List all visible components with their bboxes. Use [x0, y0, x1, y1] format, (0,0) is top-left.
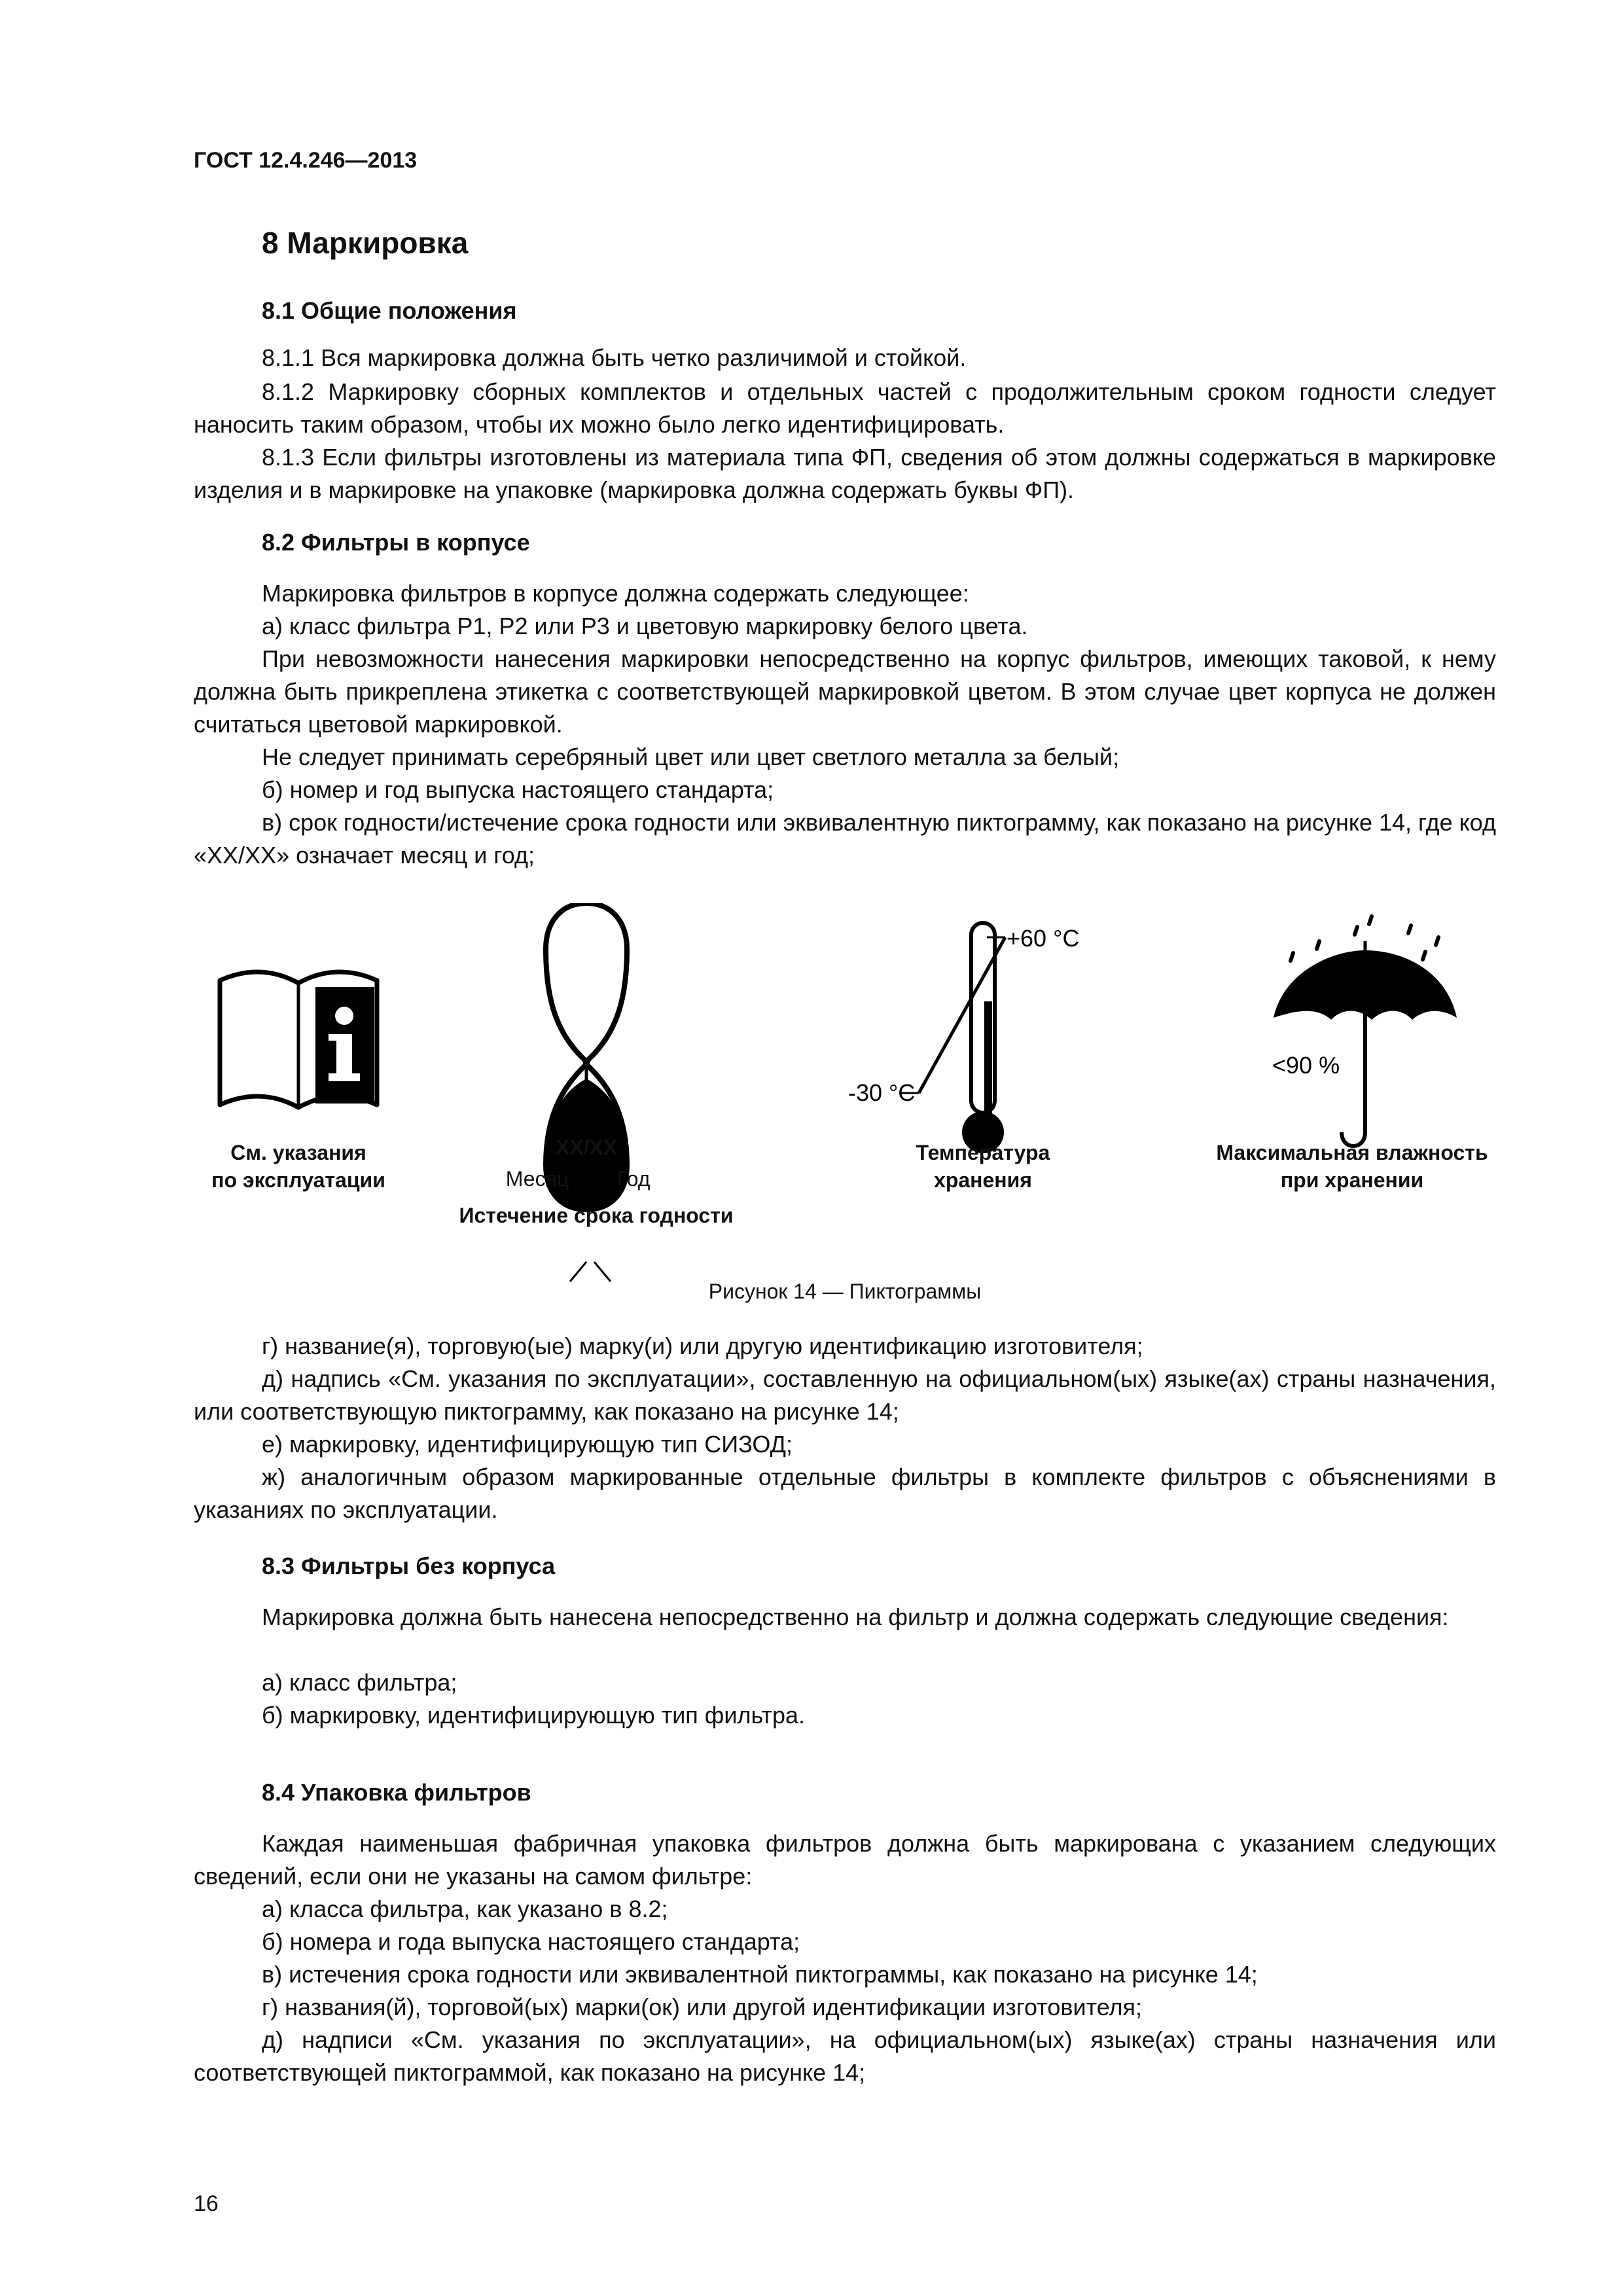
list-item: а) класса фильтра, как указано в 8.2; — [262, 1895, 668, 1922]
paragraph: Маркировка должна быть нанесена непосредственно на фильтр и должна содержать следующие сведения: — [262, 1604, 1449, 1630]
list-item: д) надписи «См. указания по эксплуатации», на официальном(ых) языке(ах) страны назначения или соответствующей пиктограммой, как показано на рисунке 14; — [194, 2026, 1496, 2086]
paragraph: 8.1.3 Если фильтры изготовлены из материала типа ФП, сведения об этом должны содержаться в маркировке изделия и в маркировке на упаковке (маркировка должна содержать буквы ФП). — [194, 444, 1496, 503]
humidity-label — [1202, 1139, 1503, 1194]
document-header: ГОСТ 12.4.246—2013 — [194, 148, 418, 173]
temperature-min-label: -30 °C — [848, 1079, 916, 1106]
hourglass-label: Истечение срока годности — [459, 1204, 734, 1227]
list-item: в) истечения срока годности или эквивалентной пиктограммы, как показано на рисунке 14; — [262, 1961, 1258, 1988]
list-item: б) номера и года выпуска настоящего стандарта; — [262, 1928, 800, 1955]
instructions-label — [194, 1139, 403, 1194]
list-item: ж) аналогичным образом маркированные отдельные фильтры в комплекте фильтров с объяснениями в указаниях по эксплуатации. — [194, 1463, 1496, 1523]
figure-caption: Рисунок 14 — Пиктограммы — [708, 1280, 982, 1303]
list-item: в) срок годности/истечение срока годности или эквивалентную пиктограмму, как показано на рисунке 14, где код «ХХ/ХХ» означает месяц и год; — [194, 809, 1496, 869]
book-info-icon — [220, 972, 377, 1107]
paragraph: 8.1.2 Маркировку сборных комплектов и отдельных частей с продолжительным сроком годности следует наносить таким образом, чтобы их можно было легко идентифицировать. — [194, 378, 1496, 438]
list-item: г) названия(й), торговой(ых) марки(ок) или другой идентификации изготовителя; — [262, 1994, 1143, 2020]
umbrella-icon — [1274, 916, 1457, 1146]
subsection-title: 8.3 Фильтры без корпуса — [262, 1552, 556, 1579]
instructions-label-line: по эксплуатации — [211, 1168, 385, 1192]
subsection-title: 8.4 Упаковка фильтров — [262, 1779, 531, 1806]
hourglass-year: Год — [616, 1167, 651, 1191]
page-number: 16 — [194, 2191, 219, 2216]
thermometer-icon — [899, 923, 1005, 1153]
humidity-label-line: Максимальная влажность — [1216, 1141, 1488, 1164]
thermometer-label — [885, 1139, 1081, 1194]
temperature-max-label: +60 °C — [1007, 925, 1080, 952]
humidity-value-label: <90 % — [1272, 1052, 1340, 1079]
thermometer-label-line: хранения — [934, 1168, 1032, 1192]
paragraph: 8.1.1 Вся маркировка должна быть четко различимой и стойкой. — [262, 344, 967, 371]
list-item: г) название(я), торговую(ые) марку(и) или другую идентификацию изготовителя; — [262, 1333, 1143, 1359]
instructions-label-line: См. указания — [230, 1141, 366, 1164]
list-item: а) класс фильтра; — [262, 1669, 457, 1696]
subsection-title: 8.1 Общие положения — [262, 297, 517, 324]
list-item: д) надпись «См. указания по эксплуатации», составленную на официальном(ых) языке(ах) страны назначения, или соответствующую пиктограмму, как показано на рисунке 14; — [194, 1365, 1496, 1425]
paragraph: Маркировка фильтров в корпусе должна содержать следующее: — [262, 580, 969, 607]
list-item: б) номер и год выпуска настоящего стандарта; — [262, 776, 774, 803]
pictograms-graphic — [194, 903, 1496, 1322]
list-item: б) маркировку, идентифицирующую тип фильтра. — [262, 1702, 806, 1729]
paragraph: При невозможности нанесения маркировки непосредственно на корпус фильтров, имеющих таковой, к нему должна быть прикреплена этикетка с соответствующей маркировкой цветом. В этом случае цвет корпуса не должен считаться цветовой маркировкой. — [194, 645, 1496, 738]
pictograms-figure — [194, 903, 1496, 1322]
list-item: е) маркировку, идентифицирующую тип СИЗОД; — [262, 1431, 793, 1458]
paragraph: Не следует принимать серебряный цвет или цвет светлого металла за белый; — [262, 744, 1120, 770]
paragraph: Каждая наименьшая фабричная упаковка фильтров должна быть маркирована с указанием следующих сведений, если они не указаны на самом фильтре: — [194, 1830, 1496, 1890]
hourglass-month: Месяц — [505, 1167, 569, 1191]
subsection-title: 8.2 Фильтры в корпусе — [262, 529, 530, 556]
thermometer-label-line: Температура — [916, 1141, 1050, 1164]
list-item: а) класс фильтра Р1, Р2 или Р3 и цветовую маркировку белого цвета. — [262, 613, 1028, 639]
hourglass-code: ХХ/ХХ — [555, 1136, 618, 1159]
humidity-label-line: при хранении — [1280, 1168, 1424, 1192]
section-title: 8 Маркировка — [262, 226, 469, 260]
